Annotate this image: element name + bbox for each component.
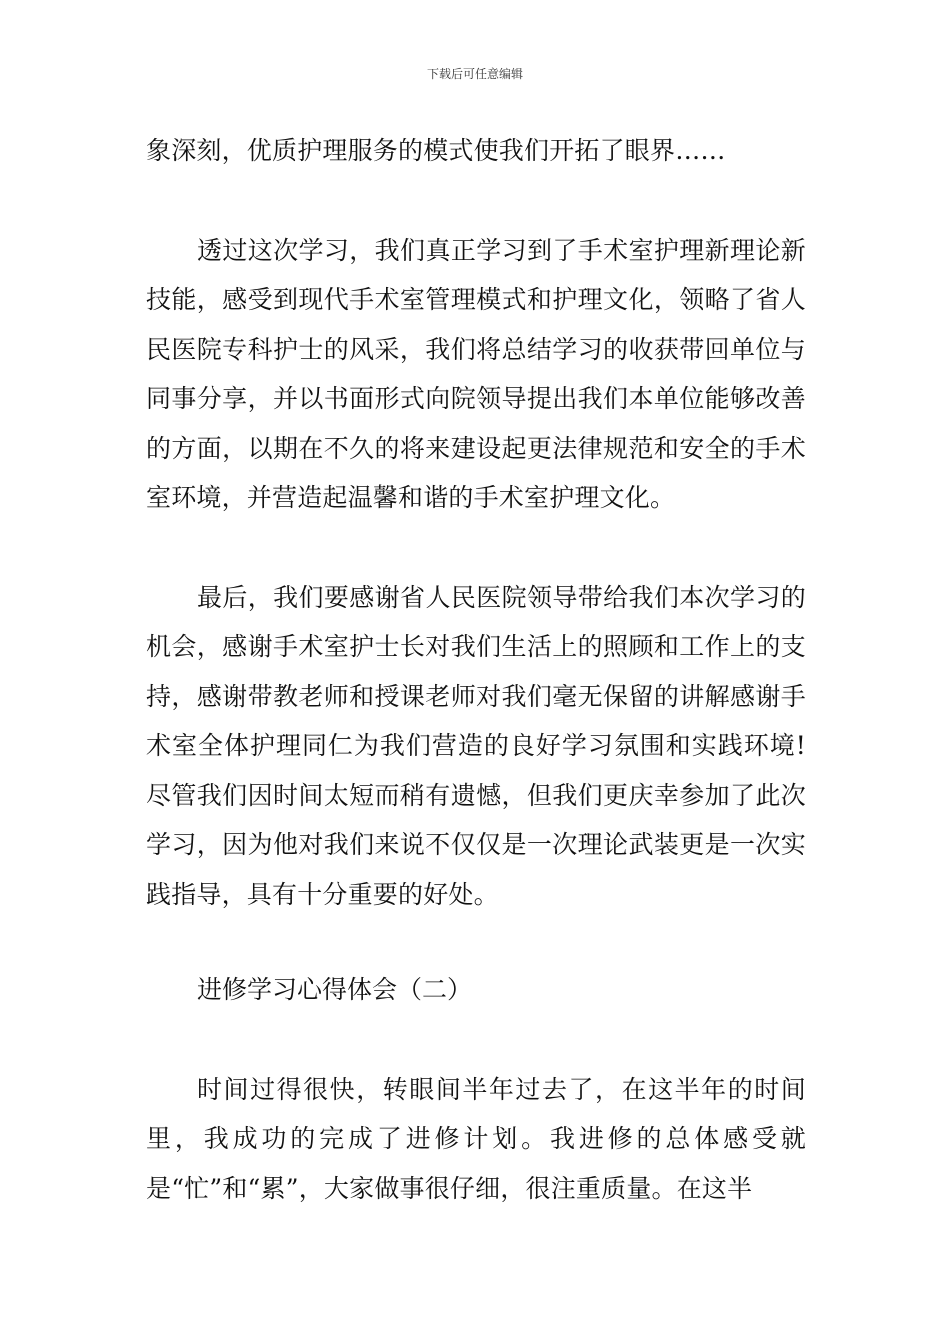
paragraph-learning-summary: 透过这次学习，我们真正学习到了手术室护理新理论新技能，感受到现代手术室管理模式和护理文化，领略了省人民医院专科护士的风采，我们将总结学习的收获带回单位与同事分享，并以书面形式向院领导提出我们本单位能够改善的方面，以期在不久的将来建设起更法律规范和安全的手术室环境，并营造起温馨和谐的手术室护理文化。 (146, 235, 806, 512)
header-note: 下载后可任意编辑 (426, 67, 523, 81)
paragraph-gap (146, 523, 806, 573)
paragraph-gap (146, 176, 806, 226)
paragraph-thanks: 最后，我们要感谢省人民医院领导带给我们本次学习的机会，感谢手术室护士长对我们生活上的照顾和工作上的支持，感谢带教老师和授课老师对我们毫无保留的讲解感谢手术室全体护理同仁为我们营造的良好学习氛围和实践环境!尽管我们因时间太短而稍有遗憾，但我们更庆幸参加了此次学习，因为他对我们来说不仅仅是一次理论武装更是一次实践指导，具有十分重要的好处。 (146, 582, 806, 909)
paragraph-gap (146, 1015, 806, 1065)
paragraph-continued: 象深刻，优质护理服务的模式使我们开拓了眼界…… (146, 136, 726, 165)
paragraph-half-year: 时间过得很快，转眼间半年过去了，在这半年的时间里，我成功的完成了进修计划。我进修的总体感受就是“忙”和“累”，大家做事很仔细，很注重质量。在这半 (146, 1074, 806, 1203)
section-heading: 进修学习心得体会（二） (197, 975, 473, 1004)
document-body (146, 126, 806, 1213)
paragraph-gap (146, 919, 806, 965)
